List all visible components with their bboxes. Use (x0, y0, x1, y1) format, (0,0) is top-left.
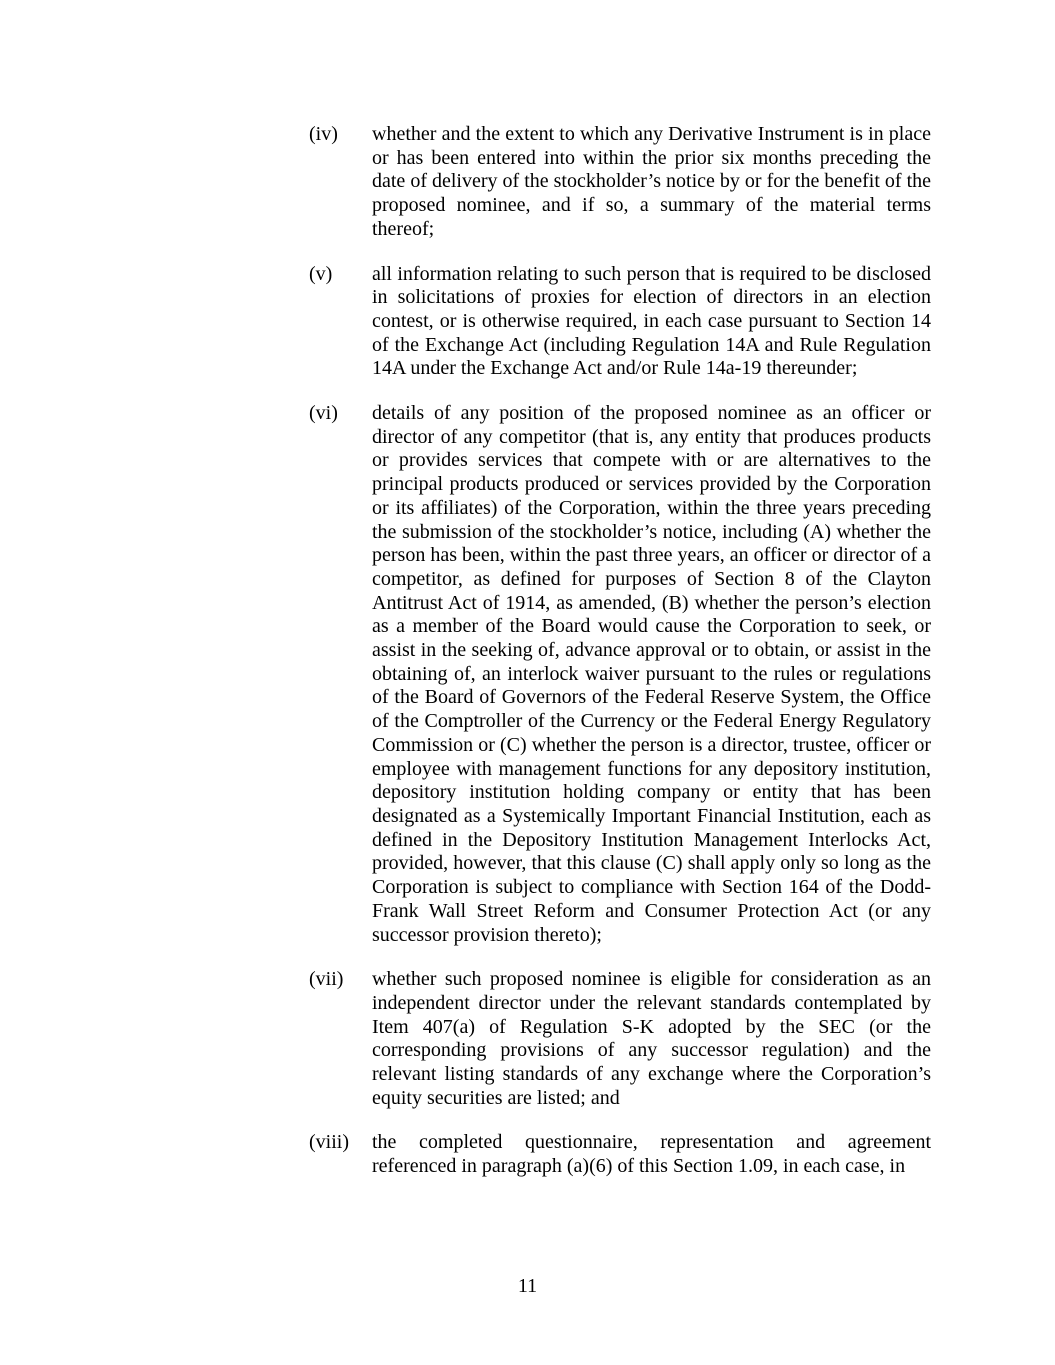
list-item (309, 968, 931, 1110)
list-item-label: (iv) (309, 123, 338, 145)
list-item-label: (vii) (309, 968, 344, 991)
list-item-label: (viii) (309, 1131, 349, 1154)
list-item-text: whether and the extent to which any Derivative Instrument is in place or has been entered into within the prior six months preceding the date of delivery of the stockholder’s notice by or for the benefit of the proposed nominee, and if so, a summary of the material terms thereof; (372, 123, 931, 240)
list-item-label: (v) (309, 262, 333, 285)
list-item-text: whether such proposed nominee is eligible for consideration as an independent director under the relevant standards contemplated by Item 407(a) of Regulation S-K adopted by the SEC (or the corresponding provisions of any successor regulation) and the relevant listing standards of any exchange where the Corporation’s equity securities are listed; and (372, 968, 931, 1109)
list-item (309, 263, 931, 382)
list-item (309, 402, 931, 947)
list-item-text: the completed questionnaire, representation and agreement referenced in paragraph (a)(6) of this Section 1.09, in each case, in (372, 1131, 931, 1178)
list-item-label: (vi) (309, 402, 338, 425)
list-item (309, 1131, 931, 1178)
page-number: 11 (517, 1275, 538, 1297)
list-item (309, 123, 931, 242)
document-body (309, 123, 931, 1179)
list-item-text: details of any position of the proposed nominee as an officer or director of any competitor (that is, any entity that produces products or provides services that compete with or are alternatives to the principal products produced or services provided by the Corporation or its affiliates) of the Corporation, within the three years preceding the submission of the stockholder’s notice, including (A) whether the person has been, within the past three years, an officer or director of a competitor, as defined for purposes of Section 8 of the Clayton Antitrust Act of 1914, as amended, (B) whether the person’s election as a member of the Board would cause the Corporation to seek, or assist in the seeking of, advance approval or to obtain, or assist in the obtaining of, an interlock waiver pursuant to the rules or regulations of the Board of Governors of the Federal Reserve System, the Office of the Comptroller of the Currency or the Federal Energy Regulatory Commission or (C) whether the person is a director, trustee, officer or employee with management functions for any depository institution, depository institution holding company or entity that has been designated as a Systemically Important Financial Institution, each as defined in the Depository Institution Management Interlocks Act, provided, however, that this clause (C) shall apply only so long as the Corporation is subject to compliance with Section 164 of the Dodd-Frank Wall Street Reform and Consumer Protection Act (or any successor provision thereto); (372, 402, 931, 946)
list-item-text: all information relating to such person that is required to be disclosed in solicitations of proxies for election of directors in an election contest, or is otherwise required, in each case pursuant to Section 14 of the Exchange Act (including Regulation 14A and Rule Regulation 14A under the Exchange Act and/or Rule 14a-19 thereunder; (372, 262, 931, 380)
